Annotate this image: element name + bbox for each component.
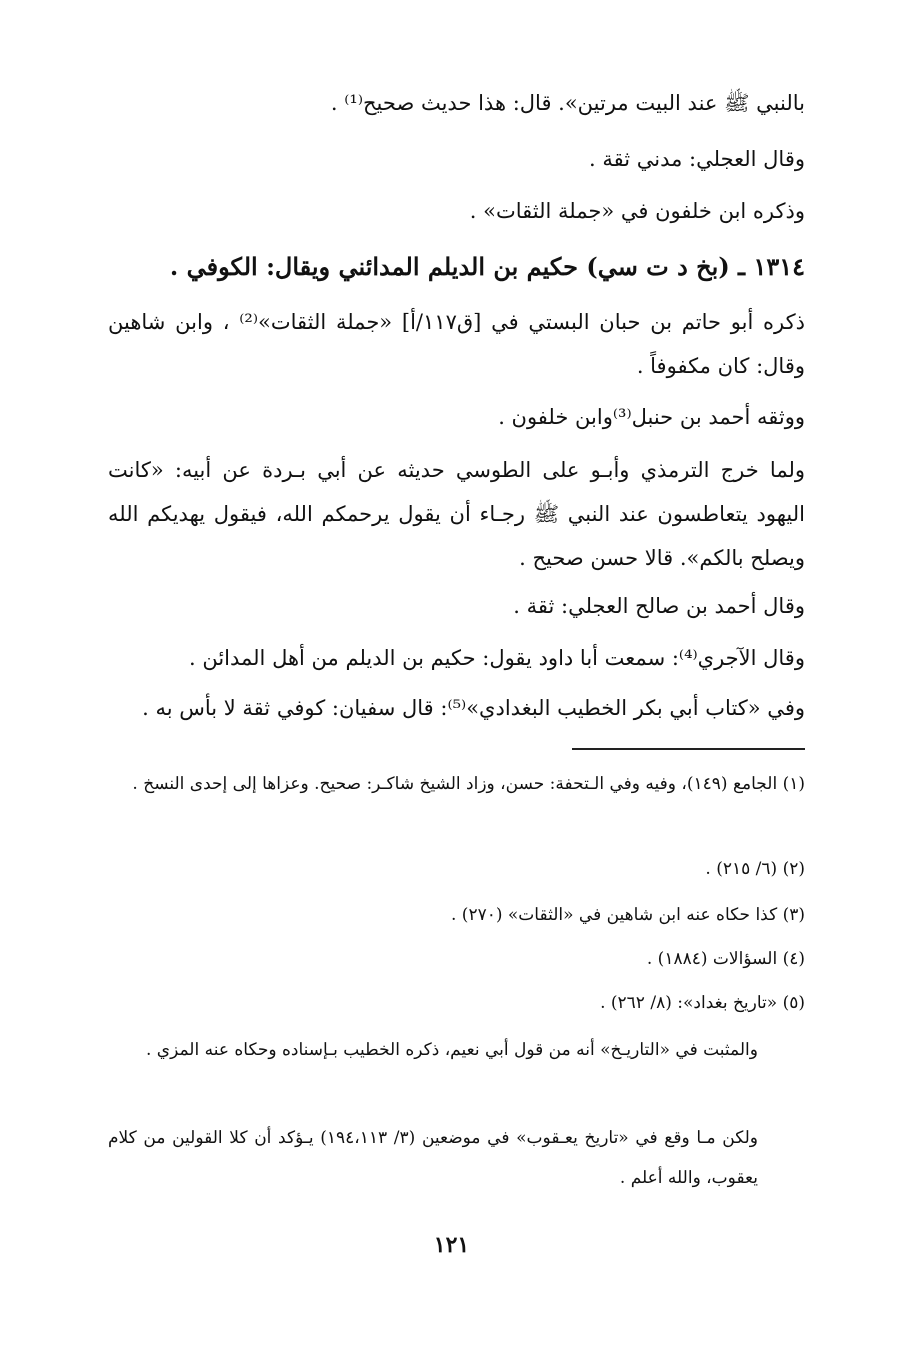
footnote-1: (١) الجامع (١٤٩)، وفيه وفي الـتحفة: حسن، وزاد الشيخ شاكـر: صحيح. وعزاها إلى إحدى النسخ . bbox=[132, 774, 805, 794]
footnote-separator bbox=[572, 748, 805, 750]
footnote-5: (٥) «تاريخ بغداد»: (٨/ ٢٦٢) . bbox=[600, 993, 805, 1013]
line-ajurri: وقال الآجري⁽⁴⁾: سمعت أبا داود يقول: حكيم بن الديلم من أهل المدائن . bbox=[188, 646, 805, 670]
footnote-2: (٢) (٦/ ٢١٥) . bbox=[705, 859, 805, 879]
page-number: ١٢١ bbox=[433, 1232, 470, 1258]
paragraph-ibn-hibban: ذكره أبو حاتم بن حبان البستي في [ق١١٧/أ] «جملة الثقات»⁽²⁾ ، وابن شاهين وقال: كان مكفوفاً . bbox=[108, 310, 805, 378]
footnote-5-continuation-b: ولكن مـا وقع في «تاريخ يعـقوب» في موضعين (٣/ ١٩٤،١١٣) يـؤكد أن كلا القولين من كلام يعقوب، والله أعلم . bbox=[108, 1128, 758, 1188]
paragraph-tirmidhi: ولما خرج الترمذي وأبـو على الطوسي حديثه عن أبي بـردة عن أبيه: «كانت اليهود يتعاطسون عند النبي ﷺ رجـاء أن يقول يرحمكم الله، فيقول يهديكم الله ويصلح بالكم». قالا حسن صحيح . bbox=[108, 458, 805, 570]
footnote-4: (٤) السؤالات (١٨٨٤) . bbox=[646, 949, 805, 969]
line-ijli: وقال أحمد بن صالح العجلي: ثقة . bbox=[513, 594, 805, 618]
footnote-5-continuation-a: والمثبت في «التاريـخ» أنه من قول أبي نعيم، ذكره الخطيب بـإسناده وحكاه عنه المزي . bbox=[145, 1040, 758, 1060]
body-line-3: وذكره ابن خلفون في «جملة الثقات» . bbox=[469, 199, 805, 223]
line-khatib: وفي «كتاب أبي بكر الخطيب البغدادي»⁽⁵⁾: قال سفيان: كوفي ثقة لا بأس به . bbox=[142, 696, 805, 720]
line-ahmad-ibn-hanbal: ووثقه أحمد بن حنبل⁽³⁾وابن خلفون . bbox=[498, 405, 805, 429]
body-line-1: بالنبي ﷺ عند البيت مرتين». قال: هذا حديث صحيح⁽¹⁾ . bbox=[330, 91, 805, 115]
body-line-2: وقال العجلي: مدني ثقة . bbox=[588, 147, 805, 171]
footnote-3: (٣) كذا حكاه عنه ابن شاهين في «الثقات» (٢٧٠) . bbox=[450, 905, 805, 925]
entry-heading: ١٣١٤ ـ (بخ د ت سي) حكيم بن الديلم المدائني ويقال: الكوفي . bbox=[169, 252, 805, 281]
